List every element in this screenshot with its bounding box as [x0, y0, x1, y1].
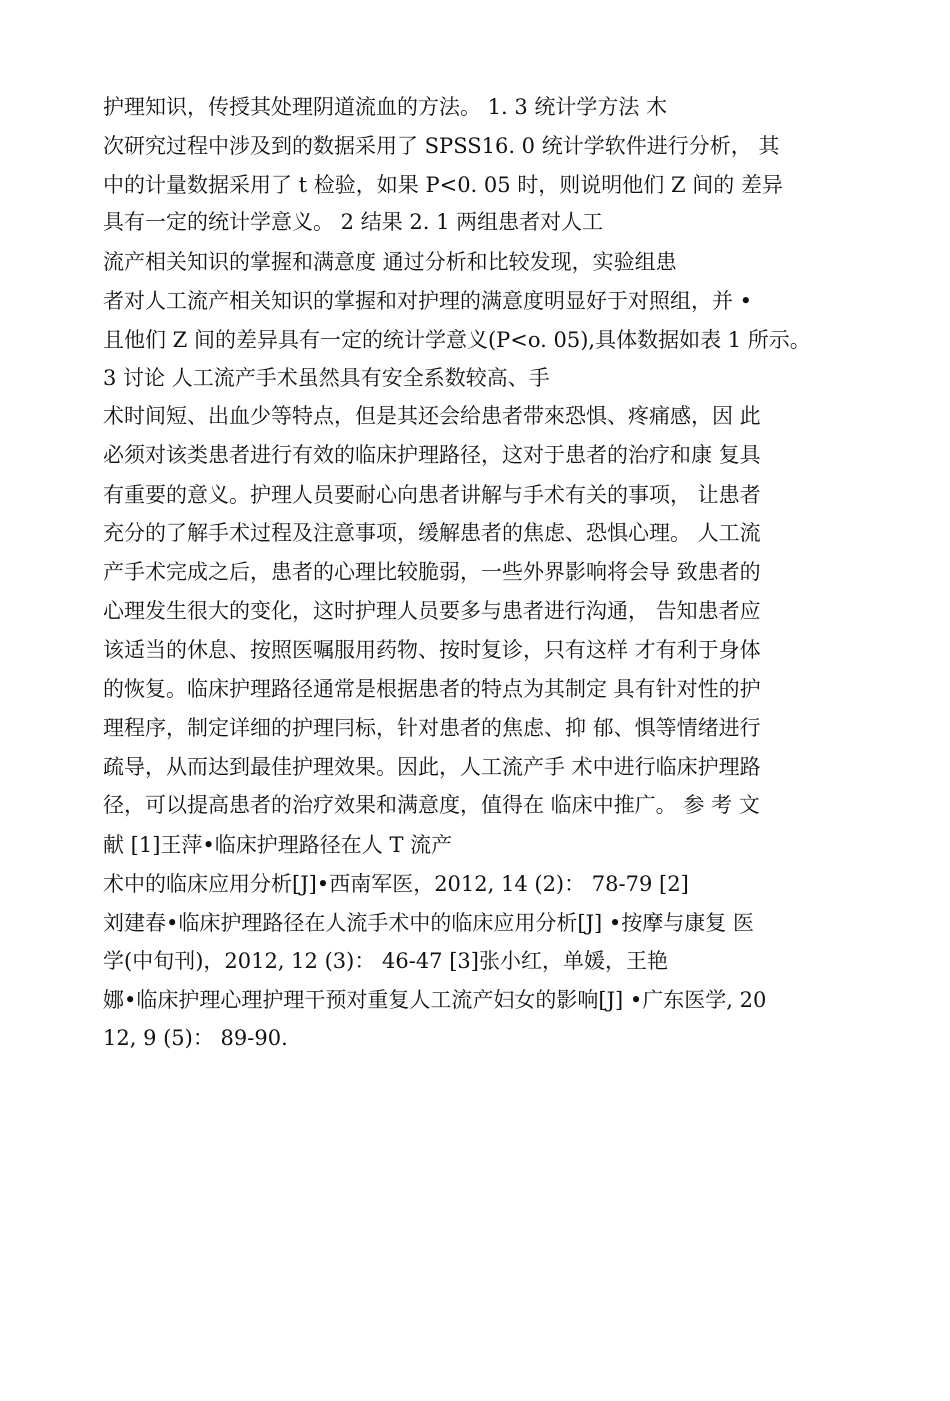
text-line: 护理知识，传授其处理阴道流血的方法。 1. 3 统计学方法 木	[103, 95, 668, 119]
text-line: 术中的临床应用分析[J]•西南军医，2012, 14 (2)： 78-79 [2]	[103, 872, 689, 896]
text-line: 该适当的休息、按照医嘱服用药物、按时复诊，只有这样 才有利于身体	[103, 638, 761, 662]
text-line: 学(中旬刊)，2012, 12 (3)： 46-47 [3]张小红，单媛，王艳	[103, 949, 668, 973]
text-line: 次研究过程中涉及到的数据采用了 SPSS16. 0 统计学软件进行分析， 其	[103, 134, 780, 158]
text-line: 术时间短、出血少等特点，但是其还会给患者带來恐惧、疼痛感，因 此	[103, 404, 761, 428]
text-line: 的恢复。临床护理路径通常是根据患者的特点为其制定 具有针对性的护	[103, 677, 761, 701]
text-line: 12, 9 (5)： 89-90.	[103, 1026, 288, 1050]
text-line: 产手术完成之后，患者的心理比较脆弱，一些外界影响将会导 致患者的	[103, 560, 761, 584]
text-line: 娜•临床护理心理护理干预对重复人工流产妇女的影响[J] •广东医学, 20	[103, 988, 767, 1012]
text-line: 3 讨论 人工流产手术虽然具有安全系数较高、手	[103, 366, 550, 390]
text-line: 流产相关知识的掌握和满意度 通过分析和比较发现，实验组患	[103, 250, 677, 274]
text-line: 必须对该类患者进行有效的临床护理路径，这对于患者的治疗和康 复具	[103, 443, 761, 467]
text-line: 具有一定的统计学意义。 2 结果 2. 1 两组患者对人工	[103, 210, 604, 234]
text-line: 径，可以提高患者的治疗效果和满意度，值得在 临床中推广。 参 考 文	[103, 793, 760, 817]
text-line: 者对人工流产相关知识的掌握和对护理的满意度明显好于对照组，并 •	[103, 289, 753, 313]
text-line: 心理发生很大的变化，这时护理人员要多与患者进行沟通， 告知患者应	[103, 599, 761, 623]
text-line: 充分的了解手术过程及注意事项，缓解患者的焦虑、恐惧心理。 人工流	[103, 521, 761, 545]
text-line: 且他们 Z 间的差异具有一定的统计学意义(P<o. 05),具体数据如表 1 所示。	[103, 328, 811, 352]
text-line: 理程序，制定详细的护理冃标，针对患者的焦虑、抑 郁、惧等情绪进行	[103, 716, 761, 740]
text-line: 有重要的意义。护理人员要耐心向患者讲解与手术有关的事项， 让患者	[103, 483, 761, 507]
text-line: 疏导，从而达到最佳护理效果。因此，人工流产手 术中进行临床护理路	[103, 755, 761, 779]
text-line: 献 [1]王萍•临床护理路径在人 T 流产	[103, 833, 453, 857]
text-line: 中的计量数据采用了 t 检验，如果 P<0. 05 时，则说明他们 Z 间的 差异	[103, 173, 783, 197]
text-line: 刘建春•临床护理路径在人流手术中的临床应用分析[J] •按摩与康复 医	[103, 911, 754, 935]
